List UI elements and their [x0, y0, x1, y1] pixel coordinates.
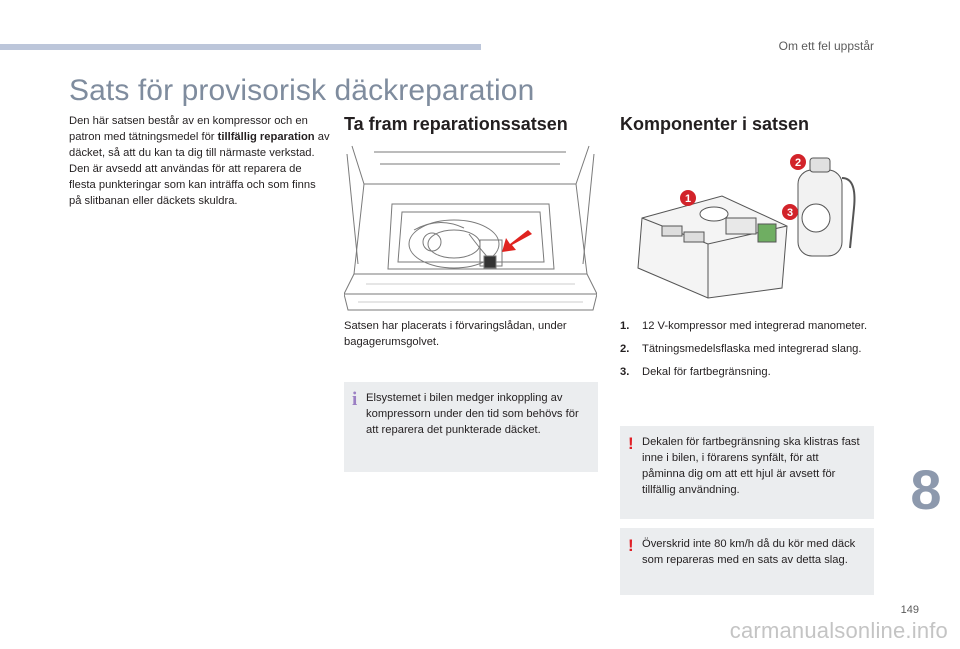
- page-title: Sats för provisorisk däckreparation: [69, 74, 535, 107]
- intro-text-3: Den är avsedd att användas för att reparera de flesta punkteringar som kan inträffa och som finns på slitbanan eller däckets skuldra.: [69, 163, 316, 207]
- watermark: carmanualsonline.info: [729, 618, 948, 643]
- page-number: 149: [900, 604, 919, 616]
- section-title: Om ett fel uppstår: [778, 39, 874, 53]
- heading-kit-components: Komponenter i satsen: [620, 114, 810, 134]
- list-item: [620, 341, 874, 357]
- intro-text-1: Den här satsen består av en kompressor och en patron med tätningsmedel för: [69, 115, 308, 143]
- exclamation-icon: !: [628, 536, 634, 555]
- list-item: [620, 318, 874, 334]
- heading-retrieve-kit: Ta fram reparationssatsen: [344, 114, 568, 134]
- intro-bold-term: tillfällig reparation: [217, 131, 315, 143]
- kit-location-text: Satsen har placerats i förvaringslådan, under bagagerumsgolvet.: [344, 320, 567, 348]
- chapter-number: 8: [910, 458, 942, 521]
- list-item-text: 12 V-kompressor med integrerad manometer.: [642, 320, 868, 332]
- list-item-number: 3.: [620, 366, 630, 378]
- list-item: [620, 364, 874, 380]
- callout-2-label: 2: [794, 157, 802, 169]
- warning-note-speed: [620, 528, 874, 595]
- trunk-illustration: [344, 144, 597, 314]
- component-list: [620, 318, 874, 387]
- warning-note-text: Dekalen för fartbegränsning ska klistras fast inne i bilen, i förarens synfält, för att påminna dig om att ett hjul är avsett för tillfällig användning.: [642, 436, 860, 496]
- info-icon: i: [352, 389, 358, 410]
- warning-note-sticker: [620, 426, 874, 519]
- list-item-number: 2.: [620, 343, 630, 355]
- list-item-text: Tätningsmedelsflaska med integrerad slang.: [642, 343, 862, 355]
- callout-3-label: 3: [786, 207, 794, 219]
- location-arrow-icon: [502, 230, 532, 252]
- list-item-number: 1.: [620, 320, 630, 332]
- info-note-text: Elsystemet i bilen medger inkoppling av kompressorn under den tid som behövs för att reparera det punkterade däcket.: [366, 392, 579, 436]
- exclamation-icon: !: [628, 434, 634, 453]
- intro-text-2: av däcket, så att du kan ta dig till närmaste verkstad.: [69, 131, 330, 159]
- repair-kit-illustration: [622, 148, 872, 300]
- intro-paragraph: [69, 113, 331, 209]
- info-note: [344, 382, 598, 472]
- header-accent-bar: [0, 44, 481, 50]
- list-item-text: Dekal för fartbegränsning.: [642, 366, 771, 378]
- callout-1-label: 1: [684, 193, 692, 205]
- warning-note-text: Överskrid inte 80 km/h då du kör med däck som repareras med en sats av detta slag.: [642, 538, 856, 566]
